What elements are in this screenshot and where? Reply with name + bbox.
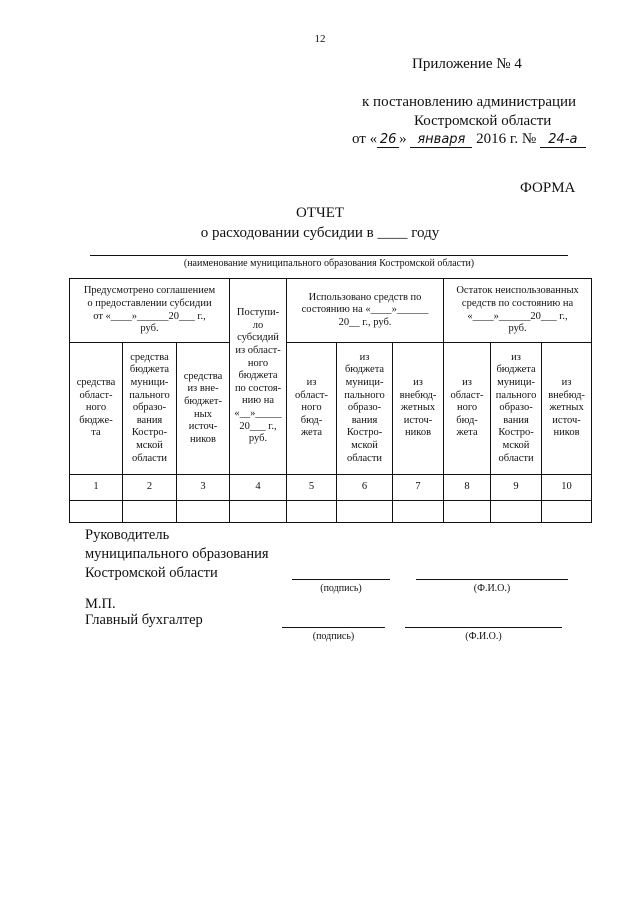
- header-remainder: Остаток неиспользованных средств по состоянию на «____»______20___ г., руб.: [444, 279, 592, 343]
- head-signature-caption: (подпись): [320, 583, 362, 594]
- subheader-cell: из бюджета муници- пального образо- вания Костро- мской области: [491, 343, 542, 475]
- header-received: Поступи- ло субсидий из област- ного бюджета по состоя- нию на «__»_____ 20___ г., руб.: [230, 279, 287, 475]
- data-cell[interactable]: [491, 501, 542, 523]
- municipality-name-line: [90, 255, 568, 256]
- column-number: 3: [177, 475, 230, 501]
- stamp-label: М.П.: [85, 596, 116, 612]
- data-cell[interactable]: [287, 501, 337, 523]
- head-title-line3: Костромской области: [85, 565, 218, 581]
- column-number: 10: [542, 475, 592, 501]
- column-number: 9: [491, 475, 542, 501]
- date-year: 2016 г. №: [476, 131, 537, 147]
- date-day: 26: [377, 132, 399, 148]
- group-header-row: [70, 279, 592, 343]
- data-cell[interactable]: [70, 501, 123, 523]
- subheader-cell: из бюджета муници- пального образо- вания Костро- мской области: [337, 343, 393, 475]
- appendix-title: Приложение № 4: [412, 56, 522, 72]
- page-number: 12: [314, 33, 326, 45]
- accountant-signature-caption: (подпись): [312, 631, 355, 642]
- data-cell[interactable]: [393, 501, 444, 523]
- appendix-date-line: [352, 131, 586, 148]
- head-signature-line[interactable]: [292, 579, 390, 580]
- date-mid: »: [399, 131, 407, 147]
- municipality-name-caption: (наименование муниципального образования Костромской области): [183, 258, 475, 269]
- column-number: 2: [123, 475, 177, 501]
- date-prefix: от «: [352, 131, 378, 147]
- data-cell[interactable]: [123, 501, 177, 523]
- subheader-cell: из област- ного бюд- жета: [444, 343, 491, 475]
- head-name-line[interactable]: [416, 579, 568, 580]
- data-row: [70, 501, 592, 523]
- appendix-reference-line1: к постановлению администрации: [362, 94, 577, 110]
- sub-header-row: [70, 343, 592, 475]
- column-number: 5: [287, 475, 337, 501]
- accountant-signature-line[interactable]: [282, 627, 385, 628]
- data-cell[interactable]: [337, 501, 393, 523]
- accountant-name-caption: (Ф.И.О.): [465, 631, 502, 642]
- header-used: Использовано средств по состоянию на «____»______ 20__ г., руб.: [287, 279, 444, 343]
- subheader-cell: средства из вне- бюджет- ных источ- ников: [177, 343, 230, 475]
- accountant-name-line[interactable]: [405, 627, 562, 628]
- resolution-number: 24-а: [540, 132, 586, 148]
- column-number: 8: [444, 475, 491, 501]
- head-name-caption: (Ф.И.О.): [473, 583, 511, 594]
- column-number-row: [70, 475, 592, 501]
- accountant-title: Главный бухгалтер: [85, 612, 203, 628]
- report-title: ОТЧЕТ: [295, 205, 345, 221]
- data-cell[interactable]: [444, 501, 491, 523]
- head-title-line1: Руководитель: [85, 527, 170, 543]
- head-title-line2: муниципального образования: [85, 546, 269, 562]
- column-number: 4: [230, 475, 287, 501]
- form-label: ФОРМА: [520, 180, 576, 196]
- report-subtitle: о расходовании субсидии в ____ году: [200, 225, 440, 241]
- column-number: 7: [393, 475, 444, 501]
- subheader-cell: средства област- ного бюджe- та: [70, 343, 123, 475]
- header-agreement: Предусмотрено соглашением о предоставлении субсидии от «____»______20___ г., руб.: [70, 279, 230, 343]
- data-cell[interactable]: [177, 501, 230, 523]
- appendix-reference-line2: Костромской области: [414, 113, 552, 129]
- subheader-cell: из внебюд- жетных источ- ников: [542, 343, 592, 475]
- subheader-cell: из област- ного бюд- жета: [287, 343, 337, 475]
- data-cell[interactable]: [230, 501, 287, 523]
- data-cell[interactable]: [542, 501, 592, 523]
- date-month: января: [410, 132, 472, 148]
- subheader-cell: средства бюджета муници- пального образо- вания Костро- мской области: [123, 343, 177, 475]
- column-number: 6: [337, 475, 393, 501]
- report-table: [69, 278, 592, 523]
- column-number: 1: [70, 475, 123, 501]
- subheader-cell: из внебюд- жетных источ- ников: [393, 343, 444, 475]
